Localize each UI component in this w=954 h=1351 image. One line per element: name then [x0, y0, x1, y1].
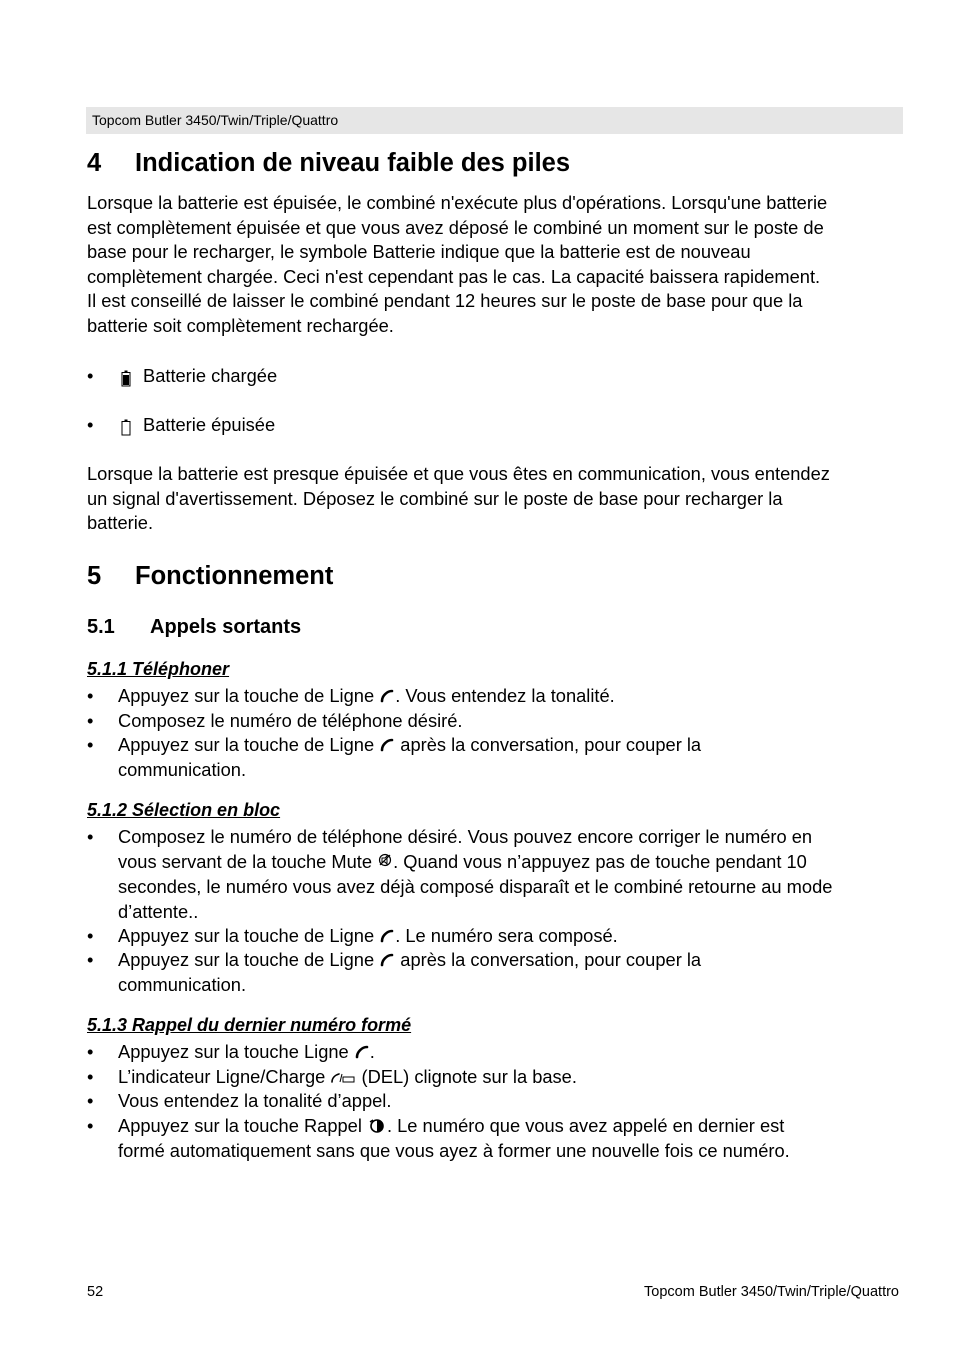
item-text: Appuyez sur la touche de Ligne	[118, 734, 380, 755]
item-text: Appuyez sur la touche de Ligne	[118, 925, 380, 946]
item-text: secondes, le numéro vous avez déjà composé disparaît et le combiné retourne au mode	[118, 876, 833, 898]
redial-icon	[367, 1115, 387, 1140]
heading-5-1-2: 5.1.2 Sélection en bloc	[87, 800, 281, 820]
text-line: batterie soit complètement rechargée.	[87, 314, 394, 336]
battery-full-icon	[121, 369, 131, 394]
section-title: Indication de niveau faible des piles	[135, 149, 571, 177]
bullet: •	[87, 826, 94, 847]
section-4-warning	[87, 462, 902, 536]
item-text: après la conversation, pour couper la	[395, 949, 702, 970]
section-title: Fonctionnement	[135, 562, 334, 590]
battery-full-label: Batterie chargée	[143, 365, 278, 386]
item-text: . Le numéro sera composé.	[395, 925, 618, 946]
text-line: base pour le recharger, le symbole Batterie indique que la batterie est de nouveau	[87, 241, 751, 263]
bullet: •	[87, 734, 94, 755]
subsection-number: 5.1	[87, 616, 115, 638]
section-4-intro	[87, 191, 902, 339]
item-text: d’attente..	[118, 900, 199, 922]
phone-handset-icon	[379, 949, 395, 974]
item-text: (DEL) clignote sur la base.	[356, 1066, 577, 1087]
item-text: Appuyez sur la touche de Ligne	[118, 685, 380, 706]
bullet: •	[87, 949, 94, 970]
header-title: Topcom Butler 3450/Twin/Triple/Quattro	[92, 112, 339, 128]
battery-empty-label: Batterie épuisée	[143, 414, 276, 435]
bullet: •	[87, 685, 94, 706]
item-text: Vous entendez la tonalité d’appel.	[118, 1090, 392, 1111]
bullet: •	[87, 414, 94, 435]
phone-handset-icon	[379, 734, 395, 759]
heading-5-1-3: 5.1.3 Rappel du dernier numéro formé	[87, 1015, 412, 1035]
heading-5-1-1: 5.1.1 Téléphoner	[87, 659, 230, 679]
text-line: est complètement épuisée et que vous avez déposé le combiné un moment sur le poste de	[87, 216, 824, 238]
bullet: •	[87, 1041, 94, 1062]
page-number: 52	[87, 1284, 104, 1300]
item-text: Composez le numéro de téléphone désiré.	[118, 710, 463, 731]
bullet: •	[87, 1115, 94, 1136]
bullet: •	[87, 1066, 94, 1087]
text-line: batterie.	[87, 512, 154, 534]
item-text: communication.	[118, 759, 247, 781]
item-text: .	[369, 1041, 375, 1062]
running-header	[86, 107, 903, 134]
text-line: Il est conseillé de laisser le combiné pendant 12 heures sur le poste de base pour que la	[87, 290, 803, 312]
item-text: L’indicateur Ligne/Charge	[118, 1066, 331, 1087]
bullet: •	[87, 365, 94, 386]
section-5-heading	[87, 564, 333, 590]
subsection-5-1-heading	[87, 617, 301, 637]
item-text: . Le numéro que vous avez appelé en dernier est	[386, 1115, 785, 1136]
bullet: •	[87, 1090, 94, 1111]
phone-handset-icon	[379, 925, 395, 950]
text-line: Lorsque la batterie est presque épuisée et que vous êtes en communication, vous entendez	[87, 463, 830, 484]
section-4-heading	[87, 151, 570, 177]
phone-handset-icon	[379, 685, 395, 710]
mute-icon	[377, 850, 393, 875]
item-text: . Vous entendez la tonalité.	[395, 685, 615, 706]
section-number: 5	[87, 562, 102, 590]
item-text: communication.	[118, 974, 247, 996]
item-text: formé automatiquement sans que vous ayez à former une nouvelle fois ce numéro.	[118, 1140, 790, 1162]
section-number: 4	[87, 149, 102, 177]
item-text: vous servant de la touche Mute	[118, 850, 378, 872]
item-text: Composez le numéro de téléphone désiré. Vous pouvez encore corriger le numéro en	[118, 826, 813, 847]
item-text: Appuyez sur la touche Rappel	[118, 1115, 367, 1136]
text-line: complètement chargée. Ceci n'est cependant pas le cas. La capacité baissera rapidement.	[87, 265, 821, 287]
footer-title: Topcom Butler 3450/Twin/Triple/Quattro	[644, 1284, 899, 1300]
line-charge-led-icon	[330, 1066, 356, 1091]
subsection-title: Appels sortants	[150, 616, 302, 638]
bullet: •	[87, 710, 94, 731]
text-line: un signal d'avertissement. Déposez le combiné sur le poste de base pour recharger la	[87, 487, 783, 509]
item-text: après la conversation, pour couper la	[395, 734, 702, 755]
bullet: •	[87, 925, 94, 946]
item-text: Appuyez sur la touche de Ligne	[118, 949, 380, 970]
item-text: . Quand vous n’appuyez pas de touche pendant 10	[393, 850, 807, 872]
text-line: Lorsque la batterie est épuisée, le combiné n'exécute plus d'opérations. Lorsqu'une batterie	[87, 192, 828, 213]
battery-empty-icon	[121, 418, 131, 443]
item-text: Appuyez sur la touche Ligne	[118, 1041, 354, 1062]
phone-handset-icon	[354, 1041, 370, 1066]
